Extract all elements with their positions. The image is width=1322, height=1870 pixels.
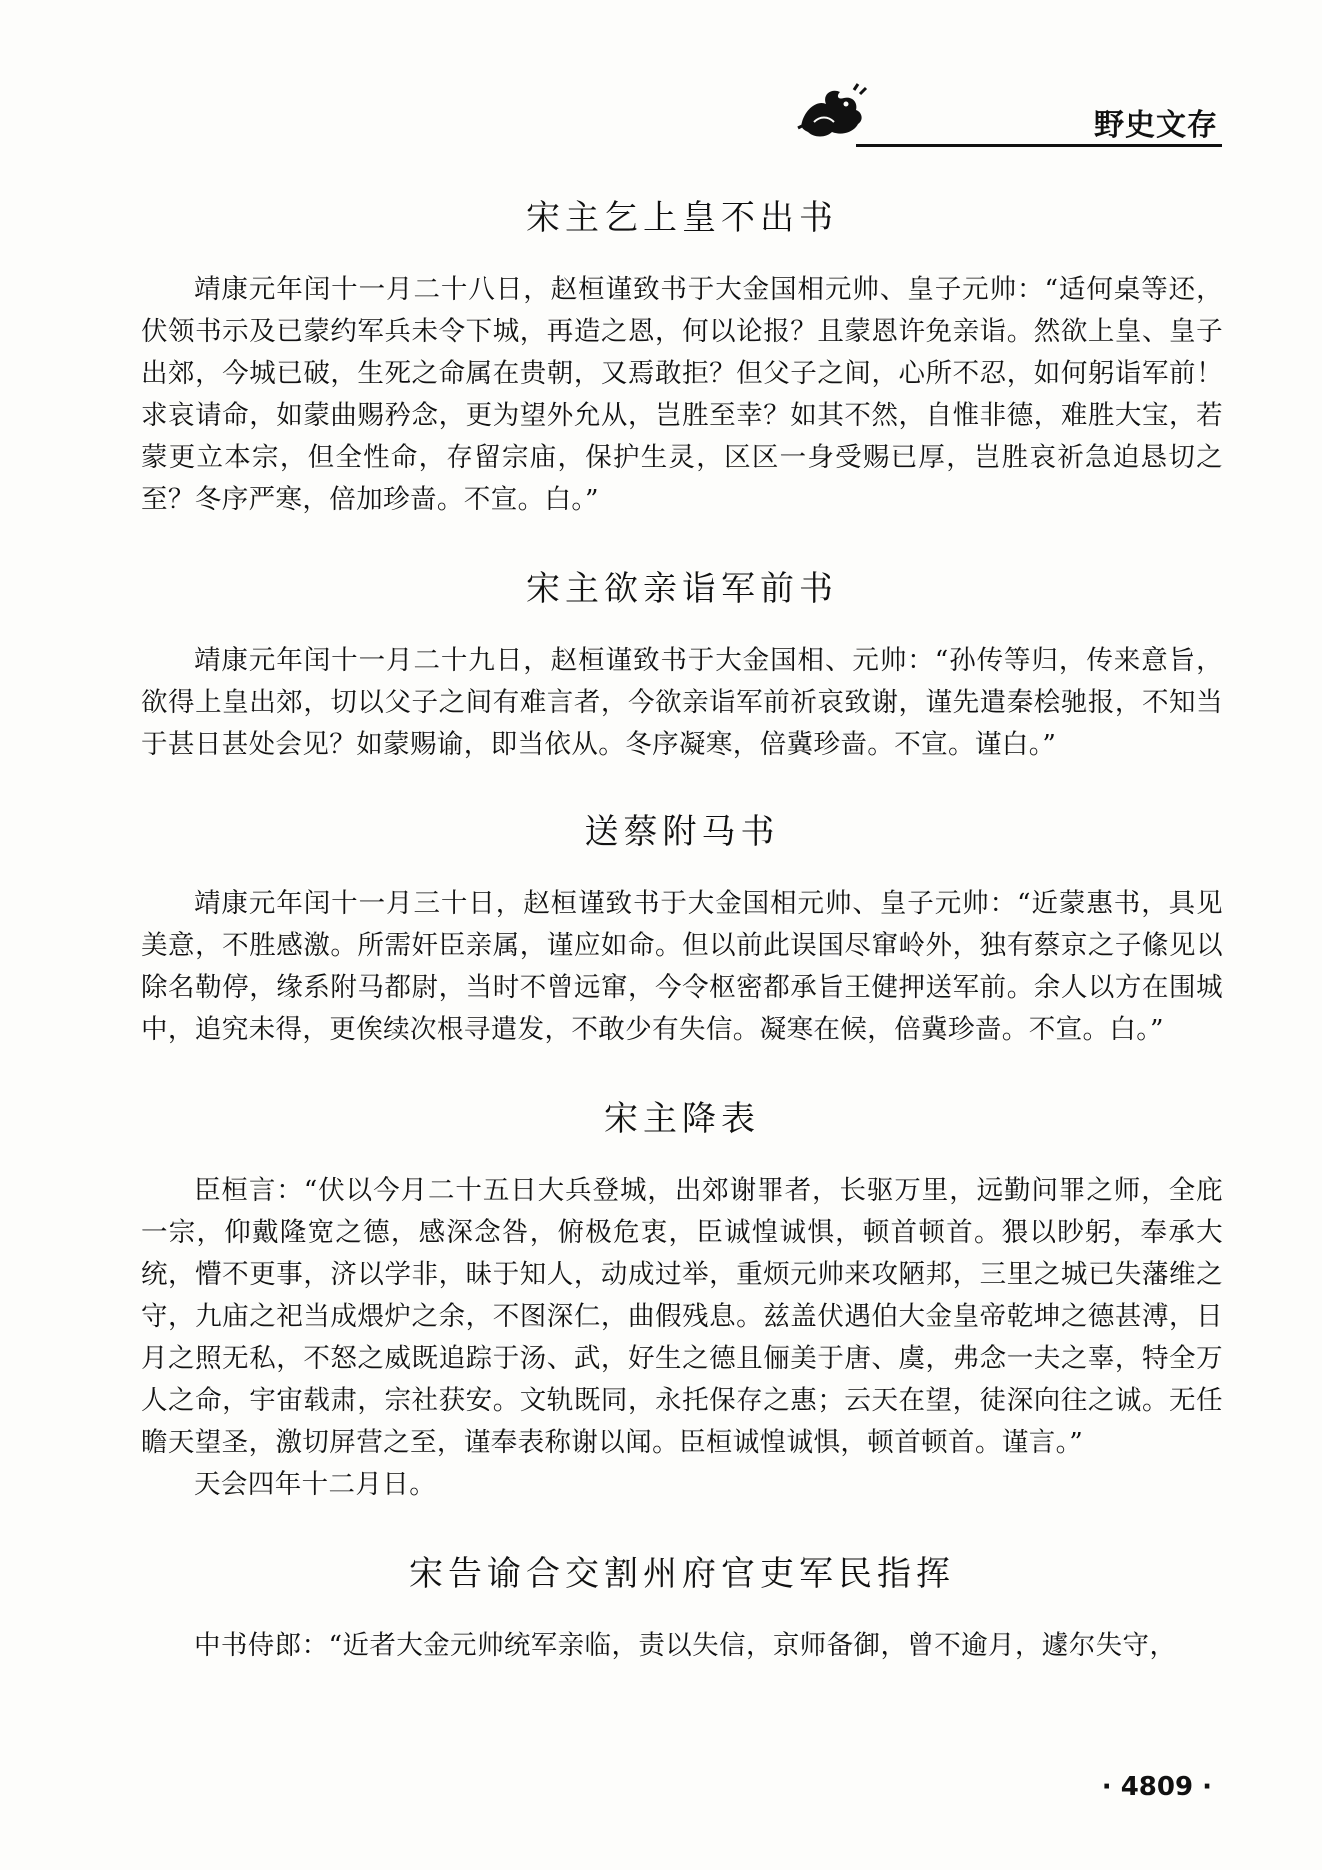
- page-header: [796, 72, 1222, 150]
- header-rule: [856, 144, 1222, 147]
- paragraph: 靖康元年闰十一月三十日，赵桓谨致书于大金国相元帅、皇子元帅：“近蒙惠书，具见美意，不胜感激。所需奸臣亲属，谨应如命。但以前此误国尽窜岭外，独有蔡京之子絛见以除名勒停，缘系附马都尉，当时不曾远窜，今令枢密都承旨王健押送军前。余人以方在围城中，追究未得，更俟续次根寻遣发，不敢少有失信。凝寒在候，倍冀珍啬。不宣。白。”: [141, 888, 1223, 1045]
- section-title: 宋主降表: [604, 1099, 760, 1139]
- section-title: 送蔡附马书: [584, 812, 780, 852]
- paragraph: 靖康元年闰十一月二十八日，赵桓谨致书于大金国相元帅、皇子元帅：“适何桌等还，伏领书示及已蒙约军兵未令下城，再造之恩，何以论报？且蒙恩许免亲诣。然欲上皇、皇子出郊，今城已破，生死之命属在贵朝，又焉敢拒？但父子之间，心所不忍，如何躬诣军前！求哀请命，如蒙曲赐矜念，更为望外允从，岂胜至幸？如其不然，自惟非德，难胜大宝，若蒙更立本宗，但全性命，存留宗庙，保护生灵，区区一身受赐已厚，岂胜哀祈急迫恳切之至？冬序严寒，倍加珍啬。不宣。白。”: [141, 274, 1223, 515]
- section-title: 宋主乞上皇不出书: [526, 198, 838, 238]
- page-number: · 4809 ·: [1101, 1772, 1212, 1802]
- page-body: [141, 190, 1223, 1667]
- column-title: 野史文存: [1094, 108, 1218, 143]
- paragraph-date: 天会四年十二月日。: [194, 1469, 437, 1500]
- paragraph: 中书侍郎：“近者大金元帅统军亲临，责以失信，京师备御，曾不逾月，遽尔失守，: [194, 1630, 1177, 1661]
- section-title: 宋告谕合交割州府官吏军民指挥: [409, 1554, 955, 1594]
- paragraph: 臣桓言：“伏以今月二十五日大兵登城，出郊谢罪者，长驱万里，远勤问罪之师，全庇一宗，仰戴隆宽之德，感深念咎，俯极危衷，臣诚惶诚惧，顿首顿首。猥以眇躬，奉承大统，懵不更事，济以学非，昧于知人，动成过举，重烦元帅来攻陋邦，三里之城已失藩维之守，九庙之祀当成煨炉之余，不图深仁，曲假残息。兹盖伏遇伯大金皇帝乾坤之德甚溥，日月之照无私，不怒之威既追踪于汤、武，好生之德且俪美于唐、虞，弗念一夫之辜，特全万人之命，宇宙载肃，宗社获安。文轨既同，永托保存之惠；云天在望，徒深向往之诚。无任瞻天望圣，激切屏营之至，谨奉表称谢以闻。臣桓诚惶诚惧，顿首顿首。谨言。”: [141, 1175, 1223, 1458]
- section-title: 宋主欲亲诣军前书: [526, 569, 838, 609]
- paragraph: 靖康元年闰十一月二十九日，赵桓谨致书于大金国相、元帅：“孙传等归，传来意旨，欲得上皇出郊，切以父子之间有难言者，今欲亲诣军前祈哀致谢，谨先遣秦桧驰报，不知当于甚日甚处会见？如蒙赐谕，即当依从。冬序凝寒，倍冀珍啬。不宣。谨白。”: [141, 645, 1223, 760]
- dragon-emblem-icon: [796, 82, 868, 140]
